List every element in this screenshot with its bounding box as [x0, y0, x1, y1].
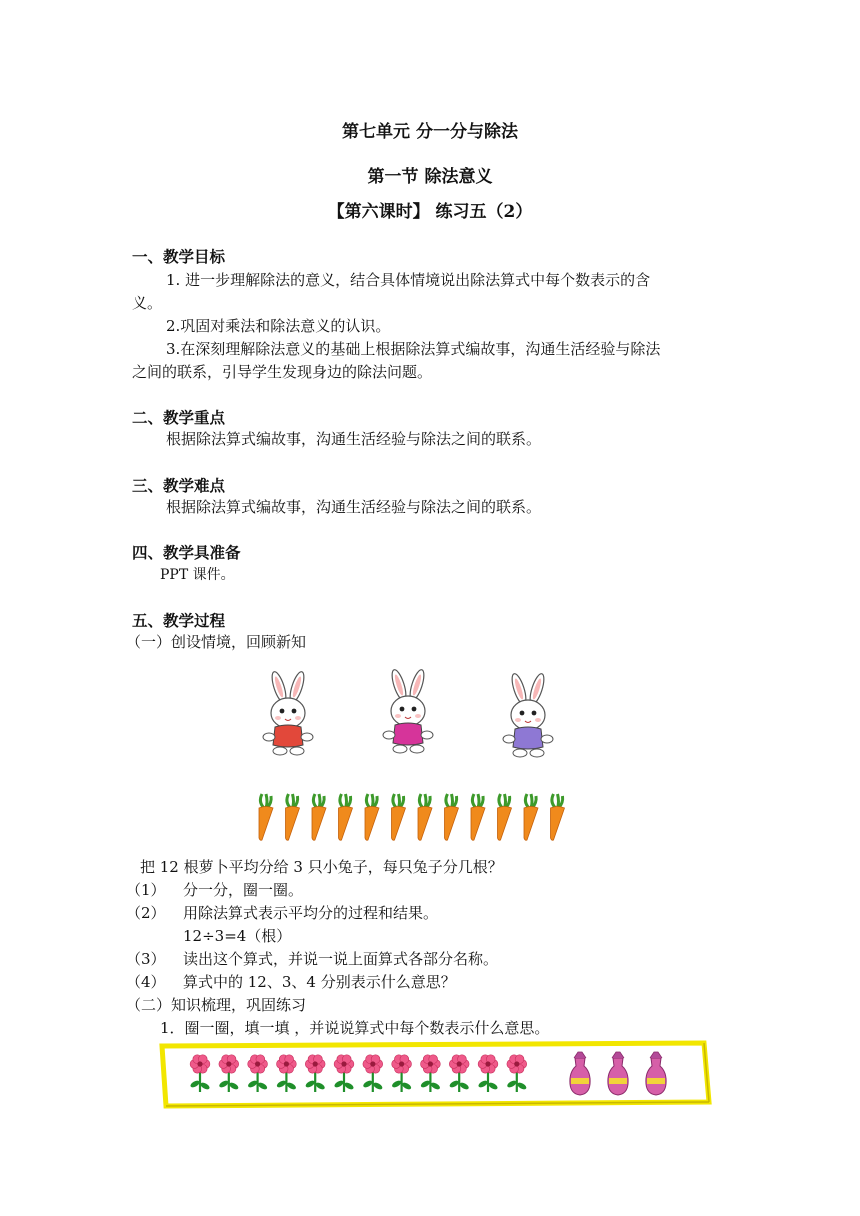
carrot-icon — [445, 794, 459, 840]
carrot-icon — [259, 794, 273, 840]
carrot-icon — [312, 794, 326, 840]
part2-title: （二）知识梳理，巩固练习 — [126, 996, 307, 1014]
exercise-1: 1．圈一圈，填一填 ，并说说算式中每个数表示什么意思。 — [160, 1019, 550, 1037]
rabbit-icon — [383, 668, 433, 753]
part1-title: （一）创设情境，回顾新知 — [126, 633, 307, 651]
objectives-heading: 一、教学目标 — [132, 247, 226, 266]
carrots-illustration — [0, 790, 860, 850]
objective-2: 2.巩固对乘法和除法意义的认识。 — [166, 317, 391, 335]
key-points-text: 根据除法算式编故事，沟通生活经验与除法之间的联系。 — [166, 430, 542, 448]
key-points-heading: 二、教学重点 — [132, 408, 226, 427]
carrot-icon — [392, 794, 406, 840]
step-1-num: （1） — [126, 881, 166, 899]
rabbits-illustration — [0, 665, 860, 785]
materials-text: PPT 课件。 — [160, 567, 235, 583]
step-4-text: 算式中的 12、3、4 分别表示什么意思？ — [183, 973, 456, 991]
flowers-vases-panel — [156, 1040, 716, 1112]
step-2-text: 用除法算式表示平均分的过程和结果。 — [183, 904, 439, 922]
lesson-title: 【第六课时】 练习五（2） — [327, 202, 533, 222]
objective-3-line1: 3.在深刻理解除法意义的基础上根据除法算式编故事，沟通生活经验与除法 — [166, 340, 661, 358]
unit-title: 第七单元 分一分与除法 — [342, 122, 518, 142]
difficulties-text: 根据除法算式编故事，沟通生活经验与除法之间的联系。 — [166, 498, 542, 516]
carrot-icon — [418, 794, 432, 840]
rabbit-icon — [503, 672, 553, 757]
step-3-text: 读出这个算式，并说一说上面算式各部分名称。 — [183, 950, 499, 968]
rabbit-icon — [263, 670, 313, 755]
objective-1-line1: 1. 进一步理解除法的意义，结合具体情境说出除法算式中每个数表示的含 — [166, 271, 651, 289]
step-4-num: （4） — [126, 973, 166, 991]
section-title: 第一节 除法意义 — [367, 167, 493, 187]
carrot-icon — [339, 794, 353, 840]
materials-heading: 四、教学具准备 — [132, 543, 241, 562]
objective-3-line2: 之间的联系，引导学生发现身边的除法问题。 — [132, 363, 433, 381]
step-3-num: （3） — [126, 950, 166, 968]
step-1-text: 分一分，圈一圈。 — [183, 881, 304, 899]
objective-1-line2: 义。 — [132, 294, 163, 312]
process-heading: 五、教学过程 — [132, 611, 226, 630]
difficulties-heading: 三、教学难点 — [132, 476, 226, 495]
carrot-icon — [498, 794, 512, 840]
carrot-icon — [286, 794, 300, 840]
problem-statement: 把 12 根萝卜平均分给 3 只小兔子，每只兔子分几根？ — [140, 858, 503, 876]
step-2-num: （2） — [126, 904, 166, 922]
carrot-icon — [471, 794, 485, 840]
equation: 12÷3=4（根） — [183, 927, 292, 945]
carrot-icon — [524, 794, 538, 840]
carrot-icon — [551, 794, 565, 840]
carrot-icon — [365, 794, 379, 840]
